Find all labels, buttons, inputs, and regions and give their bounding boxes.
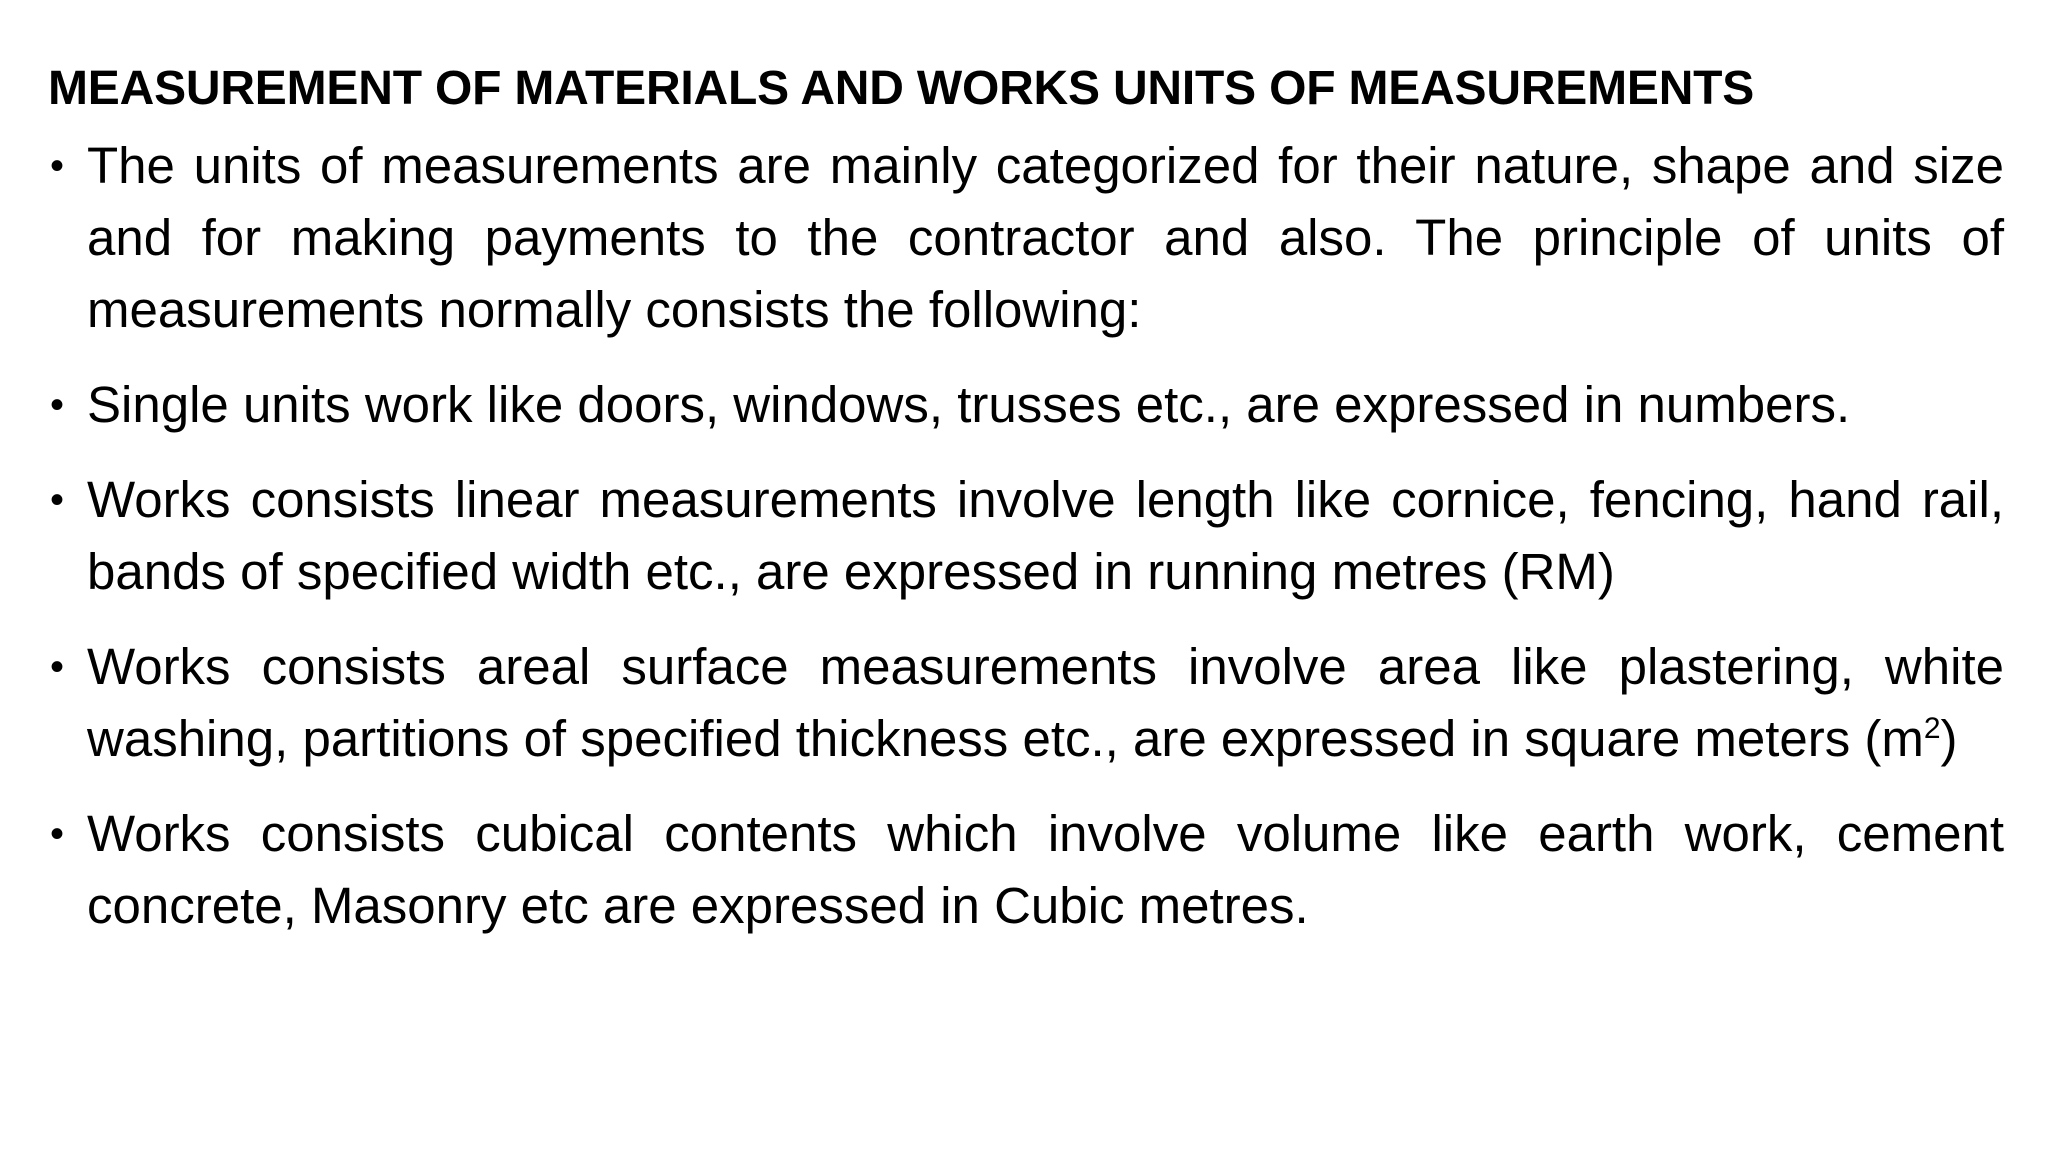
bullet-text: Single units work like doors, windows, trusses etc., are expressed in numbers.: [87, 376, 1851, 433]
bullet-list: [48, 130, 2004, 942]
bullet-icon: •: [50, 144, 65, 188]
bullet-item: [48, 464, 2004, 608]
superscript-two: 2: [1923, 712, 1941, 745]
bullet-item: [48, 130, 2004, 346]
bullet-text: Works consists cubical contents which involve volume like earth work, cement concrete, Masonry etc are expressed in Cubic metres.: [87, 805, 2004, 934]
bullet-item: [48, 798, 2004, 942]
bullet-item: [48, 631, 2004, 775]
slide-title: MEASUREMENT OF MATERIALS AND WORKS UNITS OF MEASUREMENTS: [48, 62, 1755, 115]
bullet-text: The units of measurements are mainly categorized for their nature, shape and size and for making payments to the contractor and also. The principle of units of measurements normally consists the following:: [87, 137, 2004, 338]
bullet-icon: •: [50, 645, 65, 689]
bullet-suffix: ): [1940, 710, 1958, 767]
bullet-text: Works consists areal surface measurements involve area like plastering, white washing, partitions of specified thickness etc., are expressed in square meters (m: [87, 638, 2004, 767]
bullet-icon: •: [50, 383, 65, 427]
bullet-icon: •: [50, 812, 65, 856]
bullet-icon: •: [50, 478, 65, 522]
bullet-item: [48, 369, 2004, 441]
bullet-text: Works consists linear measurements involve length like cornice, fencing, hand rail, bands of specified width etc., are expressed in running metres (RM): [87, 471, 2004, 600]
